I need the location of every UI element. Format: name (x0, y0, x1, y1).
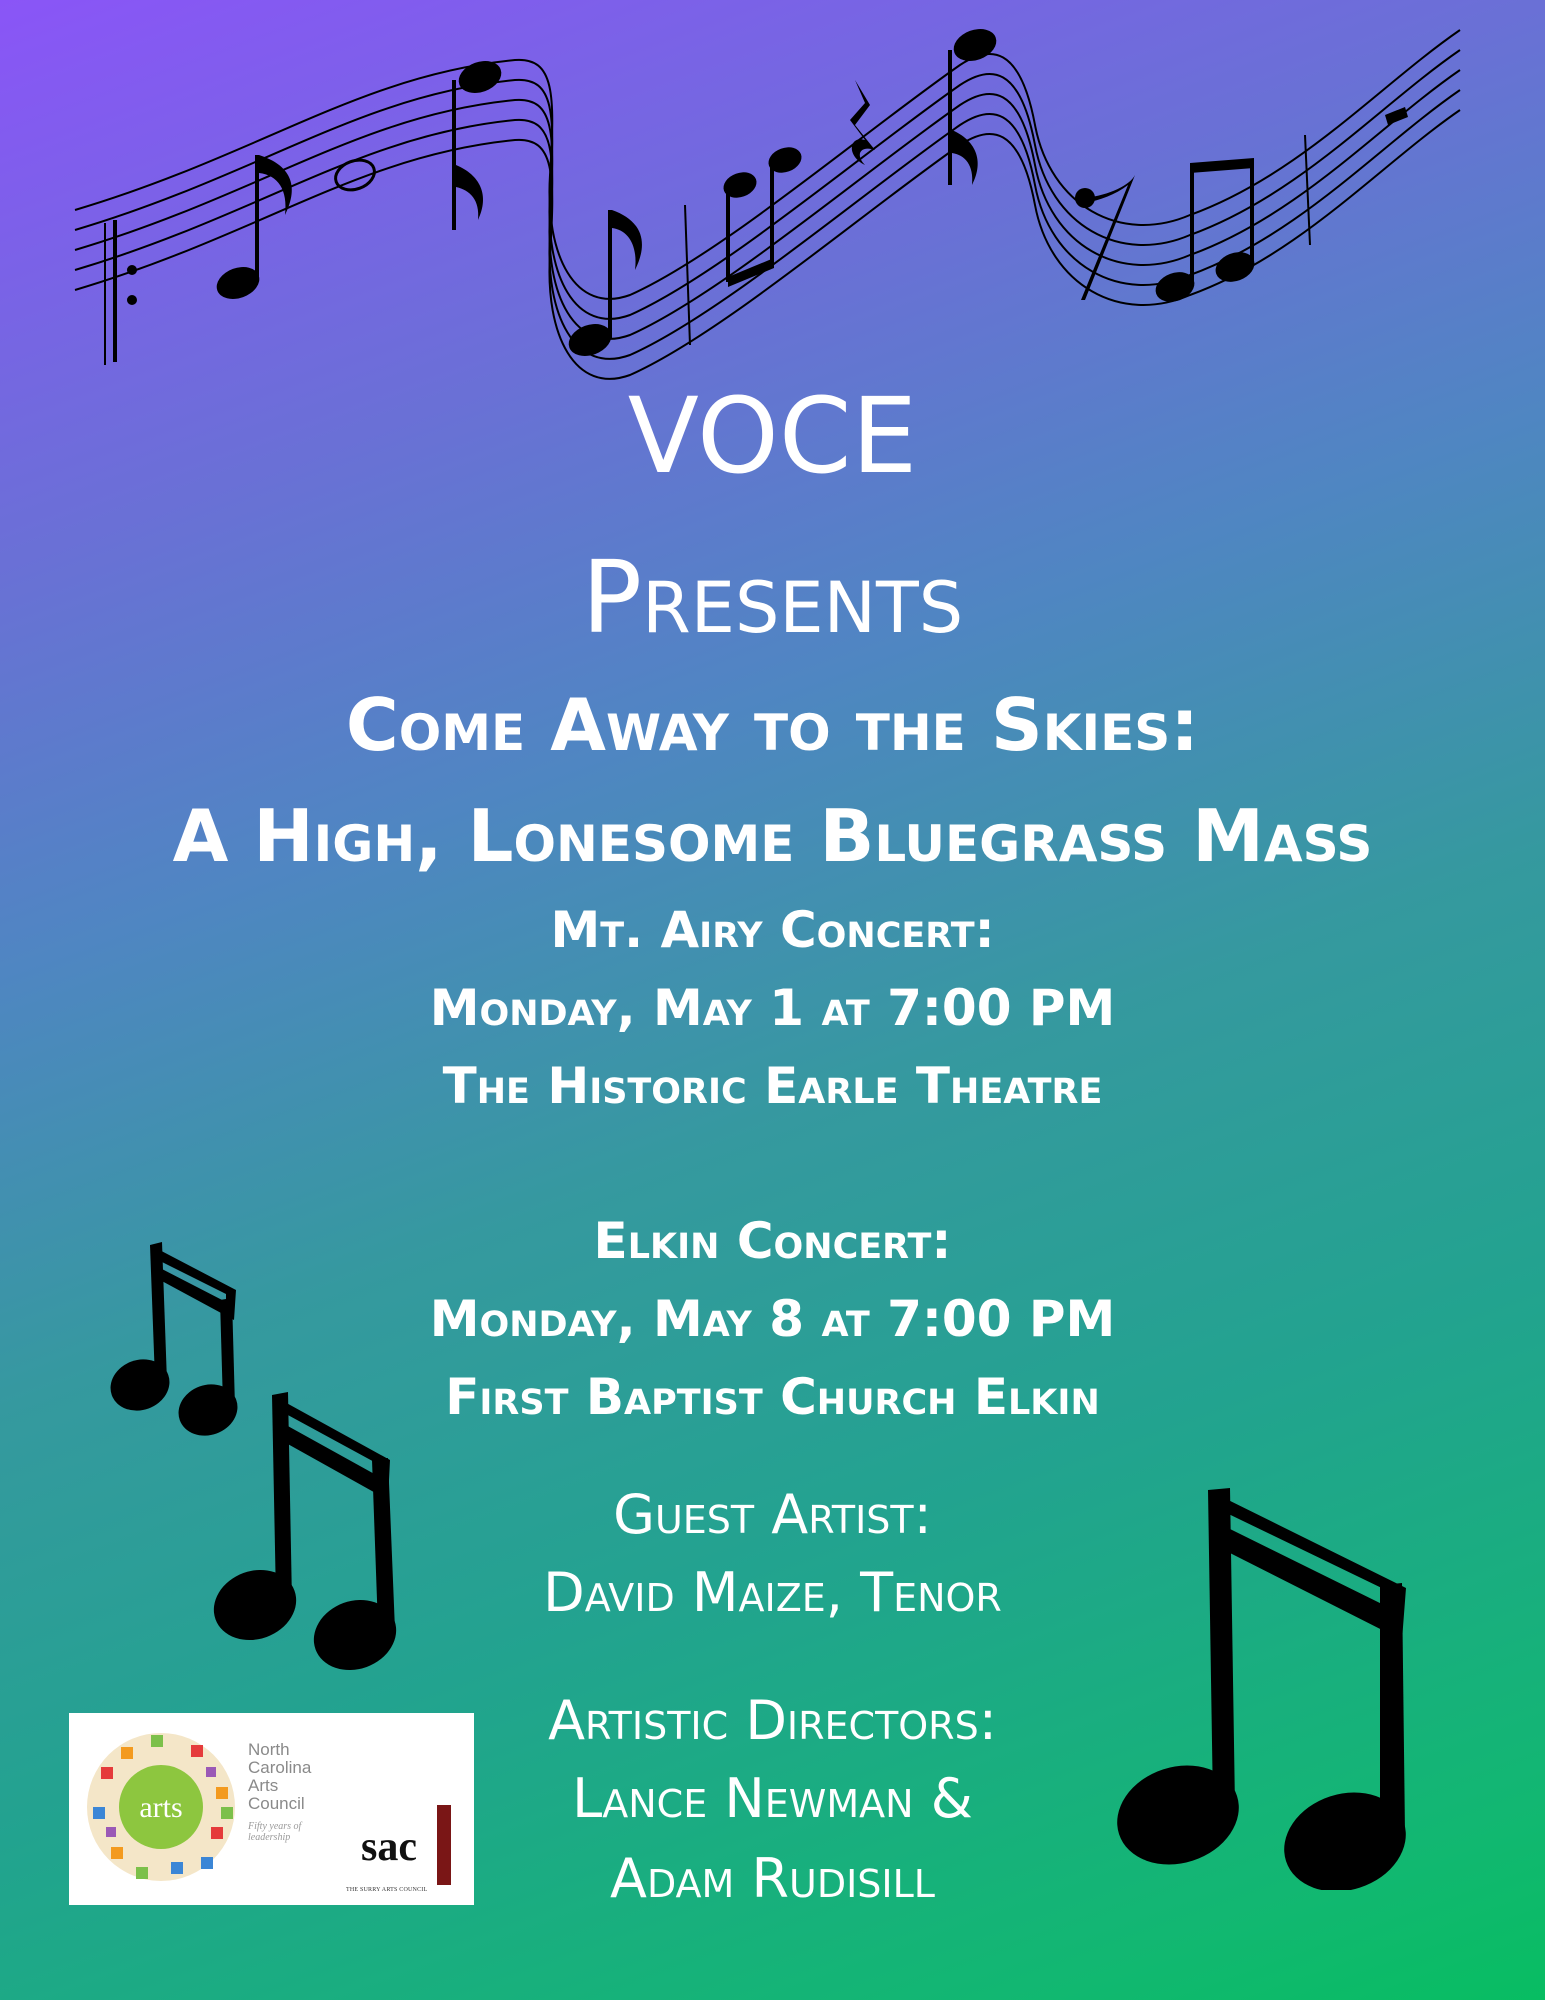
ncac-mark-text: arts (139, 1791, 183, 1824)
directors-label: Artistic Directors: (548, 1689, 997, 1752)
concert1-date: Monday, May 1 at 7:00 PM (429, 979, 1116, 1037)
guest-artist-label: Guest Artist: (613, 1483, 932, 1546)
eighth-notes-icon (90, 1230, 430, 1690)
presenter-name: VOCE (627, 375, 918, 497)
concert1-venue: The Historic Earle Theatre (442, 1057, 1103, 1115)
sac-caption: THE SURRY ARTS COUNCIL (346, 1887, 428, 1893)
ncac-logo-icon (81, 1727, 241, 1887)
concert-title-line1: Come Away to the Skies: (345, 683, 1200, 767)
ncac-name: North Carolina Arts Council (248, 1740, 312, 1813)
directors-line1: Lance Newman & (572, 1767, 973, 1830)
sponsor-logos (69, 1713, 474, 1905)
concert2-label: Elkin Concert: (593, 1212, 952, 1270)
sac-mark-text: sac (361, 1824, 417, 1870)
beamed-note-icon (1090, 1470, 1450, 1890)
ncac-tagline: Fifty years of leadership (248, 1821, 302, 1843)
concert-title-line2: A High, Lonesome Bluegrass Mass (172, 794, 1373, 878)
concert1-label: Mt. Airy Concert: (550, 901, 995, 959)
directors-line2: Adam Rudisill (610, 1847, 935, 1910)
concert2-date: Monday, May 8 at 7:00 PM (429, 1290, 1116, 1348)
sac-logo-icon (349, 1805, 459, 1885)
presents-heading: Presents (581, 539, 964, 656)
concert2-venue: First Baptist Church Elkin (445, 1368, 1100, 1426)
music-staff-icon (60, 15, 1500, 385)
guest-artist-name: David Maize, Tenor (543, 1561, 1002, 1624)
